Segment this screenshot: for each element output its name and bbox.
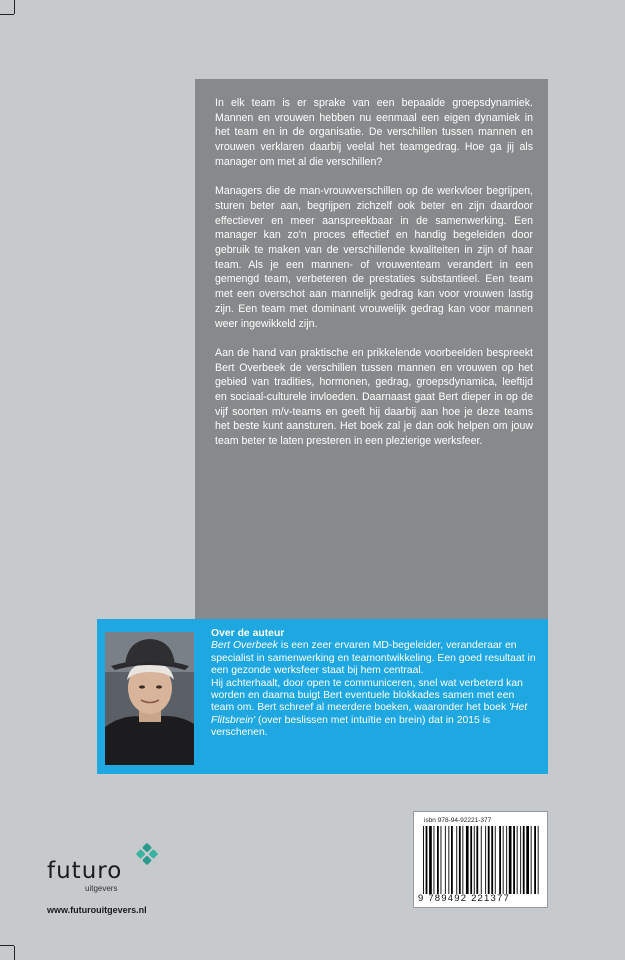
clover-icon <box>135 842 159 866</box>
author-heading: Over de auteur <box>211 628 285 639</box>
isbn-digits: 9 789492 221377 <box>418 893 510 904</box>
barcode-bars <box>415 826 548 896</box>
blurb-paragraph-3: Aan de hand van praktische en prikkelende voorbeelden bespreekt Bert Overbeek de verschillen tussen mannen en vrouwen op het gebied van tradities, hormonen, gedrag, groepsdynamica, leeftijd en sociaal-culturele invloeden. Daarnaast gaat Bert dieper in op de vijf soorten m/v-teams en geeft hij daarbij aan hoe je deze teams het beste kunt aansturen. Het boek zal je dan ook helpen om jouw team beter te laten presteren in een plezierige werksfeer. <box>215 346 533 448</box>
author-photo <box>105 632 194 765</box>
author-bio-text-1: is een zeer ervaren MD-begeleider, veranderaar en specialist in samenwerking en teamontwikkeling. Een goed resultaat in een gezonde werksfeer staat bij hem centraal. <box>211 640 536 677</box>
author-bio-text-3: (over beslissen met intuïtie en brein) dat in 2015 is verschenen. <box>211 714 491 739</box>
logo-wordmark: futuro <box>47 858 123 884</box>
blurb-paragraph-1: In elk team is er sprake van een bepaalde groepsdynamiek. Mannen en vrouwen hebben nu eenmaal een eigen dynamiek in het team en in de organisatie. De verschillen tussen mannen en vrouwen verklaren daarbij veelal het teamgedrag. Hoe ga jij als manager om met al die verschillen? <box>215 97 533 168</box>
author-section <box>97 619 548 774</box>
crop-mark-left-top <box>0 14 14 15</box>
author-name: Bert Overbeek <box>211 640 278 652</box>
back-cover-blurb <box>195 79 548 619</box>
isbn-barcode <box>413 811 548 908</box>
logo-subtitle: uitgevers <box>85 884 118 893</box>
crop-mark-top-left <box>14 0 15 14</box>
blurb-paragraph-2: Managers die de man-vrouwverschillen op de werkvloer begrijpen, sturen beter aan, begrijpen zichzelf ook beter en zijn daardoor effectiever en meer aanspreekbaar in de samenwerking. Een manager kan zo'n proces effectief en handig begeleiden door gebruik te maken van de verschillende kwaliteiten in zijn of haar team. Als je een mannen- of vrouwenteam verandert in een gemengd team, verbeteren de prestaties substantieel. Een team met een overschot aan mannelijk gedrag kan voor vrouwen lastig zijn. Een team met dominant vrouwelijk gedrag kan voor mannen weer ingewikkeld zijn. <box>215 185 533 330</box>
author-book-title: 'Het Flitsbrein' <box>211 702 528 726</box>
crop-mark-bottom-left <box>14 946 15 960</box>
author-bio-paragraph-1 <box>211 640 540 677</box>
author-bio-paragraph-2 <box>211 678 540 740</box>
publisher-website[interactable]: www.futurouitgevers.nl <box>47 905 147 915</box>
publisher-logo <box>47 840 167 895</box>
author-bio-text-2: Hij achterhaalt, door open te communiceren, snel wat verbeterd kan worden en daarna buigt Bert eventuele blokkades samen met een team om. Bert schreef al meerdere boeken, waaronder het boek <box>211 677 523 714</box>
crop-mark-left-bottom <box>0 945 14 946</box>
author-bio <box>211 628 540 740</box>
isbn-label: isbn 978-94-92221-377 <box>424 817 492 824</box>
